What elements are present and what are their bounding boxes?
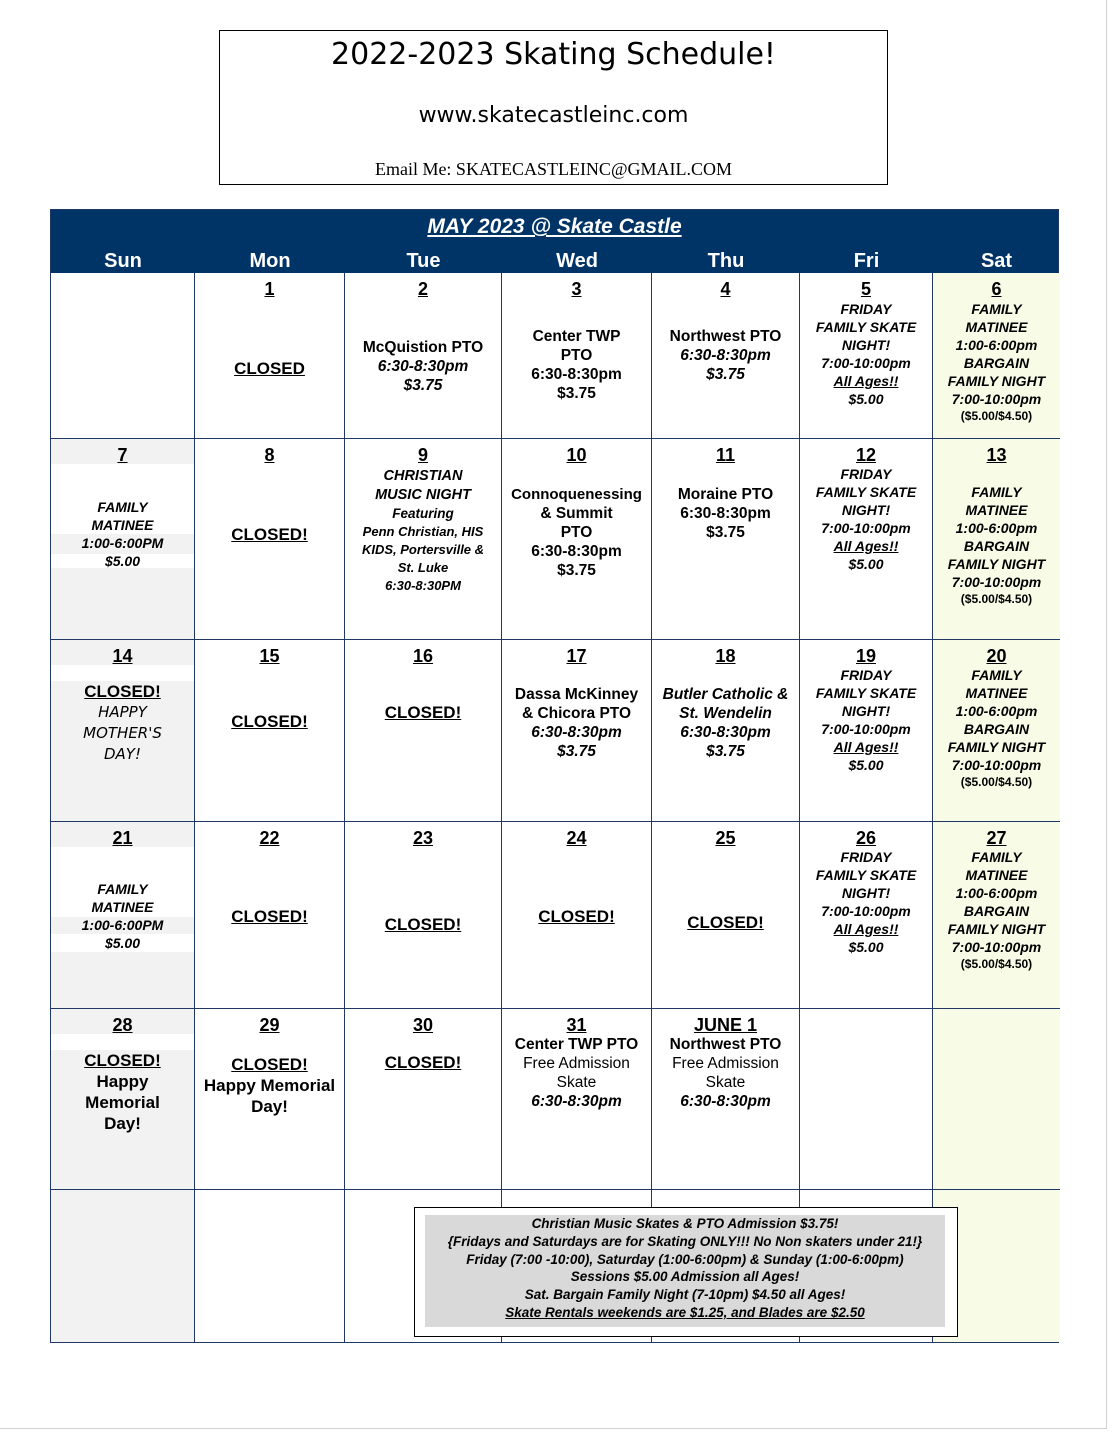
event-price: $3.75 [403,377,443,394]
event-line: Free Admission [672,1055,779,1072]
day-cell-31[interactable] [502,1009,652,1190]
event-line: BARGAIN [963,721,1030,737]
day-number: 28 [112,1015,133,1035]
closed-label: CLOSED! [687,913,764,932]
event-time: 6:30-8:30pm [680,724,771,741]
event-price: $3.75 [557,562,596,579]
event-ages: All Ages!! [833,739,899,755]
event-line: FAMILY [971,849,1022,865]
event-time: 6:30-8:30pm [680,347,771,364]
day-number: 25 [715,828,736,848]
event-price: ($5.00/$4.50) [960,592,1033,606]
event-line: Penn Christian, HIS [362,524,484,539]
day-cell-30[interactable] [345,1009,502,1190]
closed-label: CLOSED! [384,915,462,934]
event-line: NIGHT! [841,703,891,719]
event-name: Center TWP PTO [514,1036,639,1053]
event-line: MATINEE [965,867,1028,883]
day-cell-empty [51,273,195,439]
event-line: NIGHT! [841,502,891,518]
event-time: 7:00-10:00pm [951,574,1042,590]
day-number: 6 [991,279,1002,299]
event-time: 6:30-8:30PM [385,578,461,593]
event-line: CHRISTIAN [383,468,463,484]
day-cell-22[interactable] [195,822,345,1009]
website-url[interactable]: www.skatecastleinc.com [418,103,689,128]
day-cell-13[interactable] [933,439,1060,640]
day-number: 4 [720,279,731,299]
event-line: FAMILY SKATE [815,867,917,883]
day-number: 9 [417,445,428,465]
event-price: ($5.00/$4.50) [960,409,1033,423]
day-cell-6[interactable] [933,273,1060,439]
event-time: 7:00-10:00pm [821,903,911,919]
day-number: 20 [986,646,1007,666]
note-line: Friday (7:00 -10:00), Saturday (1:00-6:00pm) & Sunday (1:00-6:00pm) [466,1251,904,1267]
note-line: Sat. Bargain Family Night (7-10pm) $4.50 all Ages! [524,1287,846,1303]
day-cell-11[interactable] [652,439,800,640]
event-line: Free Admission [523,1055,630,1072]
event-line: FAMILY [971,301,1022,317]
day-cell-28[interactable] [51,1009,195,1190]
event-time: 7:00-10:00pm [951,939,1042,955]
holiday-line: Memorial [85,1093,160,1112]
closed-label: CLOSED! [84,682,161,701]
dow-sun: Sun [104,250,142,272]
event-line: FAMILY [971,484,1022,500]
event-price: $3.75 [557,385,596,402]
event-price: $5.00 [848,391,884,407]
event-line: FAMILY NIGHT [947,739,1046,755]
day-number: 1 [264,279,275,299]
event-line: FRIDAY [840,301,892,317]
day-cell-18[interactable] [652,640,800,822]
event-name: Moraine PTO [677,486,774,503]
event-price: ($5.00/$4.50) [960,775,1033,789]
day-number: 3 [571,279,582,299]
day-number: 29 [259,1015,280,1035]
day-number: 23 [412,828,434,848]
day-cell-24[interactable] [502,822,652,1009]
day-number: 8 [264,445,275,465]
day-number: 11 [715,445,736,465]
note-line: Christian Music Skates & PTO Admission $3.75! [531,1216,839,1231]
event-line: MATINEE [965,685,1028,701]
event-line: NIGHT! [841,337,891,353]
day-cell-empty [933,1009,1060,1190]
day-number: 30 [412,1015,434,1035]
event-name: Connoquenessing [511,486,642,503]
day-cell-21[interactable] [51,822,195,1009]
day-cell-10[interactable] [502,439,652,640]
event-name: Butler Catholic & [662,686,789,703]
day-number: 18 [715,646,736,666]
day-number: 31 [566,1015,587,1035]
event-name: Northwest PTO [669,328,782,345]
event-price: $3.75 [706,366,745,383]
event-line: FAMILY [97,499,148,515]
dow-thu: Thu [707,250,745,272]
day-cell-26[interactable] [800,822,933,1009]
day-number: JUNE 1 [693,1015,758,1035]
event-line: FRIDAY [840,849,892,865]
cell-highlight [51,1034,194,1050]
day-cell-empty [195,1190,345,1342]
day-cell-29[interactable] [195,1009,345,1190]
event-time: 7:00-10:00pm [951,391,1042,407]
note-line: {Fridays and Saturdays are for Skating ONLY!!! No Non skaters under 21!} [447,1233,923,1249]
day-cell-27[interactable] [933,822,1060,1009]
event-name-3: PTO [560,524,593,541]
event-name-2: & Summit [540,505,613,522]
dow-wed: Wed [556,250,598,272]
event-line: NIGHT! [841,885,891,901]
event-time: 1:00-6:00PM [81,917,164,933]
event-line: FAMILY NIGHT [947,921,1046,937]
day-number: 27 [986,828,1007,848]
day-cell-3[interactable] [502,273,652,439]
closed-label: CLOSED! [231,1055,308,1074]
holiday-line: Happy Memorial [203,1076,336,1095]
event-line: FAMILY [971,667,1022,683]
schedule-title: 2022-2023 Skating Schedule! [331,37,776,72]
day-number: 5 [860,279,871,299]
event-line: FAMILY SKATE [815,484,917,500]
pricing-notes [414,1207,958,1337]
note-line: Sessions $5.00 Admission all Ages! [570,1269,800,1285]
header-box [219,30,888,185]
day-cell-15[interactable] [195,640,345,822]
event-line: Featuring [392,506,454,521]
day-cell-12[interactable] [800,439,933,640]
event-time: 7:00-10:00pm [821,520,911,536]
event-time: 6:30-8:30pm [377,358,469,375]
dow-fri: Fri [853,250,880,272]
event-line: FRIDAY [840,466,892,482]
day-cell-4[interactable] [652,273,800,439]
closed-label: CLOSED! [231,525,308,544]
day-cell-june-1[interactable] [652,1009,800,1190]
dow-tue: Tue [406,250,441,272]
event-price: $3.75 [706,524,745,541]
event-time: 1:00-6:00pm [955,520,1038,536]
event-time: 1:00-6:00PM [81,535,164,551]
event-price: $3.75 [557,743,596,760]
contact-email[interactable]: Email Me: SKATECASTLEINC@GMAIL.COM [374,159,733,179]
event-name-2: St. Wendelin [679,705,772,722]
event-name: McQuistion PTO [362,339,484,356]
event-time: 1:00-6:00pm [955,337,1038,353]
event-price: $5.00 [848,939,884,955]
day-number: 12 [855,445,877,465]
event-line: KIDS, Portersville & [361,542,485,557]
day-cell-empty [51,1190,195,1342]
day-cell-17[interactable] [502,640,652,822]
day-number: 26 [855,828,877,848]
event-ages: All Ages!! [833,538,899,554]
holiday-line: Day! [251,1097,288,1116]
holiday-line: MOTHER'S [83,724,162,742]
event-price: ($5.00/$4.50) [960,957,1033,971]
day-number: 16 [412,646,434,666]
event-line: BARGAIN [963,538,1030,554]
day-number: 22 [259,828,280,848]
pricing-notes-panel [425,1215,945,1327]
day-cell-20[interactable] [933,640,1060,822]
event-line: MUSIC NIGHT [375,487,471,503]
day-cell-7[interactable] [51,439,195,640]
event-ages: All Ages!! [833,921,899,937]
day-cell-5[interactable] [800,273,933,439]
event-price: $3.75 [706,743,745,760]
day-cell-19[interactable] [800,640,933,822]
event-line: MATINEE [91,899,154,915]
closed-label: CLOSED! [231,712,308,731]
dow-sat: Sat [980,250,1013,272]
event-line: Skate [556,1074,597,1091]
closed-label: CLOSED! [384,1053,462,1072]
day-number: 24 [566,828,587,848]
event-line: BARGAIN [963,903,1030,919]
event-line: St. Luke [397,560,449,575]
day-cell-25[interactable] [652,822,800,1009]
event-time: 1:00-6:00pm [955,885,1038,901]
event-line: Skate [705,1074,746,1091]
day-cell-empty [800,1009,933,1190]
holiday-line: Day! [104,1114,141,1133]
closed-label: CLOSED! [84,1051,161,1070]
event-name-2: PTO [560,347,593,364]
closed-label: CLOSED! [384,703,462,722]
day-number: 14 [112,646,133,666]
day-number: 21 [112,828,133,848]
event-time: 6:30-8:30pm [531,1093,622,1110]
calendar [50,209,1059,1343]
day-cell-8[interactable] [195,439,345,640]
month-title: MAY 2023 @ Skate Castle [427,215,682,238]
event-price: $5.00 [104,935,141,951]
day-cell-16[interactable] [345,640,502,822]
closed-label: CLOSED [234,359,305,378]
day-number: 19 [855,646,877,666]
event-ages: All Ages!! [833,373,899,389]
event-time: 6:30-8:30pm [680,505,771,522]
event-name-2: & Chicora PTO [521,705,632,722]
event-time: 7:00-10:00pm [821,721,911,737]
day-number: 2 [417,279,428,299]
day-number: 17 [566,646,587,666]
event-time: 7:00-10:00pm [821,355,911,371]
event-line: MATINEE [965,502,1028,518]
day-cell-23[interactable] [345,822,502,1009]
holiday-line: HAPPY [98,703,147,721]
dow-mon: Mon [249,250,291,272]
event-time: 7:00-10:00pm [951,757,1042,773]
day-number: 15 [259,646,280,666]
event-time: 6:30-8:30pm [680,1093,771,1110]
event-price: $5.00 [848,556,884,572]
day-cell-14[interactable] [51,640,195,822]
day-number: 10 [566,445,587,465]
event-price: $5.00 [104,553,141,569]
event-price: $5.00 [848,757,884,773]
day-number: 7 [117,445,128,465]
event-time: 6:30-8:30pm [531,724,622,741]
event-line: FAMILY [97,881,148,897]
event-line: FAMILY NIGHT [947,373,1046,389]
holiday-line: Happy [96,1072,149,1091]
calendar-header [51,210,1058,273]
day-cell-9[interactable] [345,439,502,640]
event-line: BARGAIN [963,355,1030,371]
day-cell-2[interactable] [345,273,502,439]
event-line: FAMILY SKATE [815,685,917,701]
day-number: 13 [986,445,1007,465]
day-cell-1[interactable] [195,273,345,439]
holiday-line: DAY! [104,745,141,763]
cell-highlight [51,665,194,681]
event-name: Center TWP [532,328,621,345]
closed-label: CLOSED! [231,907,308,926]
event-line: MATINEE [965,319,1028,335]
event-line: FRIDAY [840,667,892,683]
event-line: FAMILY NIGHT [947,556,1046,572]
closed-label: CLOSED! [538,907,615,926]
event-time: 1:00-6:00pm [955,703,1038,719]
event-time: 6:30-8:30pm [531,366,622,383]
event-name: Dassa McKinney [514,686,639,703]
event-line: FAMILY SKATE [815,319,917,335]
event-time: 6:30-8:30pm [531,543,622,560]
event-name: Northwest PTO [669,1036,782,1053]
event-line: MATINEE [91,517,154,533]
note-line: Skate Rentals weekends are $1.25, and Blades are $2.50 [505,1304,865,1320]
